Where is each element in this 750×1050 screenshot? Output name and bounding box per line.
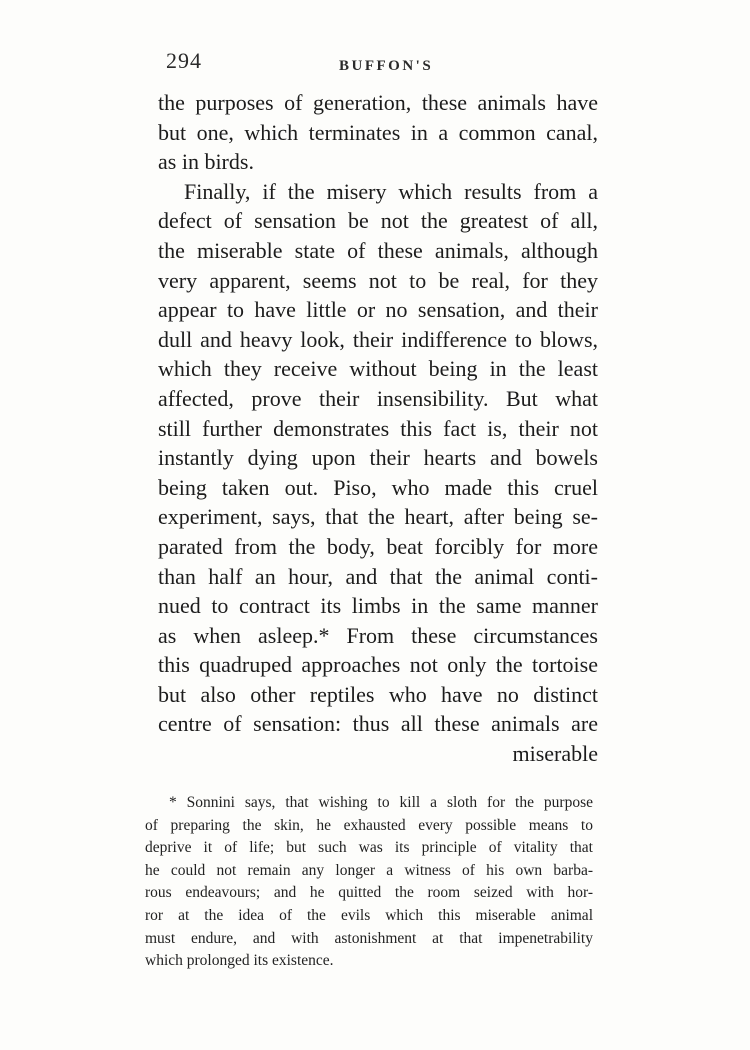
body-line: as when asleep.* From these circumstances — [158, 622, 598, 648]
footnote-line: must endure, and with astonishment at that impenetrability — [145, 929, 593, 947]
body-text — [158, 88, 598, 769]
body-line: dull and heavy look, their indifference to blows, — [158, 326, 598, 352]
body-line: Finally, if the misery which results from a — [184, 178, 598, 204]
body-line: the purposes of generation, these animals have — [158, 90, 598, 115]
body-line: instantly dying upon their hearts and bowels — [158, 445, 598, 471]
body-line: this quadruped approaches not only the tortoise — [158, 652, 598, 678]
footnote-line: he could not remain any longer a witness of his own barba- — [145, 861, 593, 879]
body-line: than half an hour, and that the animal conti- — [158, 563, 598, 589]
body-line: the miserable state of these animals, although — [158, 237, 598, 263]
page-number: 294 — [166, 48, 202, 73]
footnote — [145, 792, 593, 973]
body-line: parated from the body, beat forcibly for more — [158, 533, 598, 559]
body-line: centre of sensation: thus all these animals are — [158, 711, 598, 737]
body-line: but one, which terminates in a common canal, — [158, 119, 598, 145]
body-line: as in birds. — [158, 149, 254, 175]
footnote-line: deprive it of life; but such was its principle of vitality that — [145, 839, 593, 857]
footnote-line: ror at the idea of the evils which this miserable animal — [145, 906, 593, 924]
body-line: but also other reptiles who have no distinct — [158, 681, 598, 707]
running-head: BUFFON'S — [339, 58, 434, 74]
body-line: nued to contract its limbs in the same manner — [158, 593, 598, 619]
body-line: experiment, says, that the heart, after being se- — [158, 504, 598, 530]
body-line: which they receive without being in the least — [158, 356, 598, 382]
body-line: affected, prove their insensibility. But what — [158, 385, 598, 411]
body-line: still further demonstrates this fact is, their not — [158, 415, 598, 441]
footnote-line: which prolonged its existence. — [145, 952, 334, 970]
body-line: defect of sensation be not the greatest of all, — [158, 208, 598, 234]
footnote-line: rous endeavours; and he quitted the room seized with hor- — [145, 884, 593, 902]
body-line: very apparent, seems not to be real, for they — [158, 267, 598, 293]
body-line: appear to have little or no sensation, and their — [158, 297, 598, 323]
catchword: miserable — [512, 741, 598, 767]
footnote-line: of preparing the skin, he exhausted every possible means to — [145, 816, 593, 834]
body-line: being taken out. Piso, who made this cruel — [158, 474, 598, 500]
footnote-line: * Sonnini says, that wishing to kill a sloth for the purpose — [169, 794, 593, 811]
